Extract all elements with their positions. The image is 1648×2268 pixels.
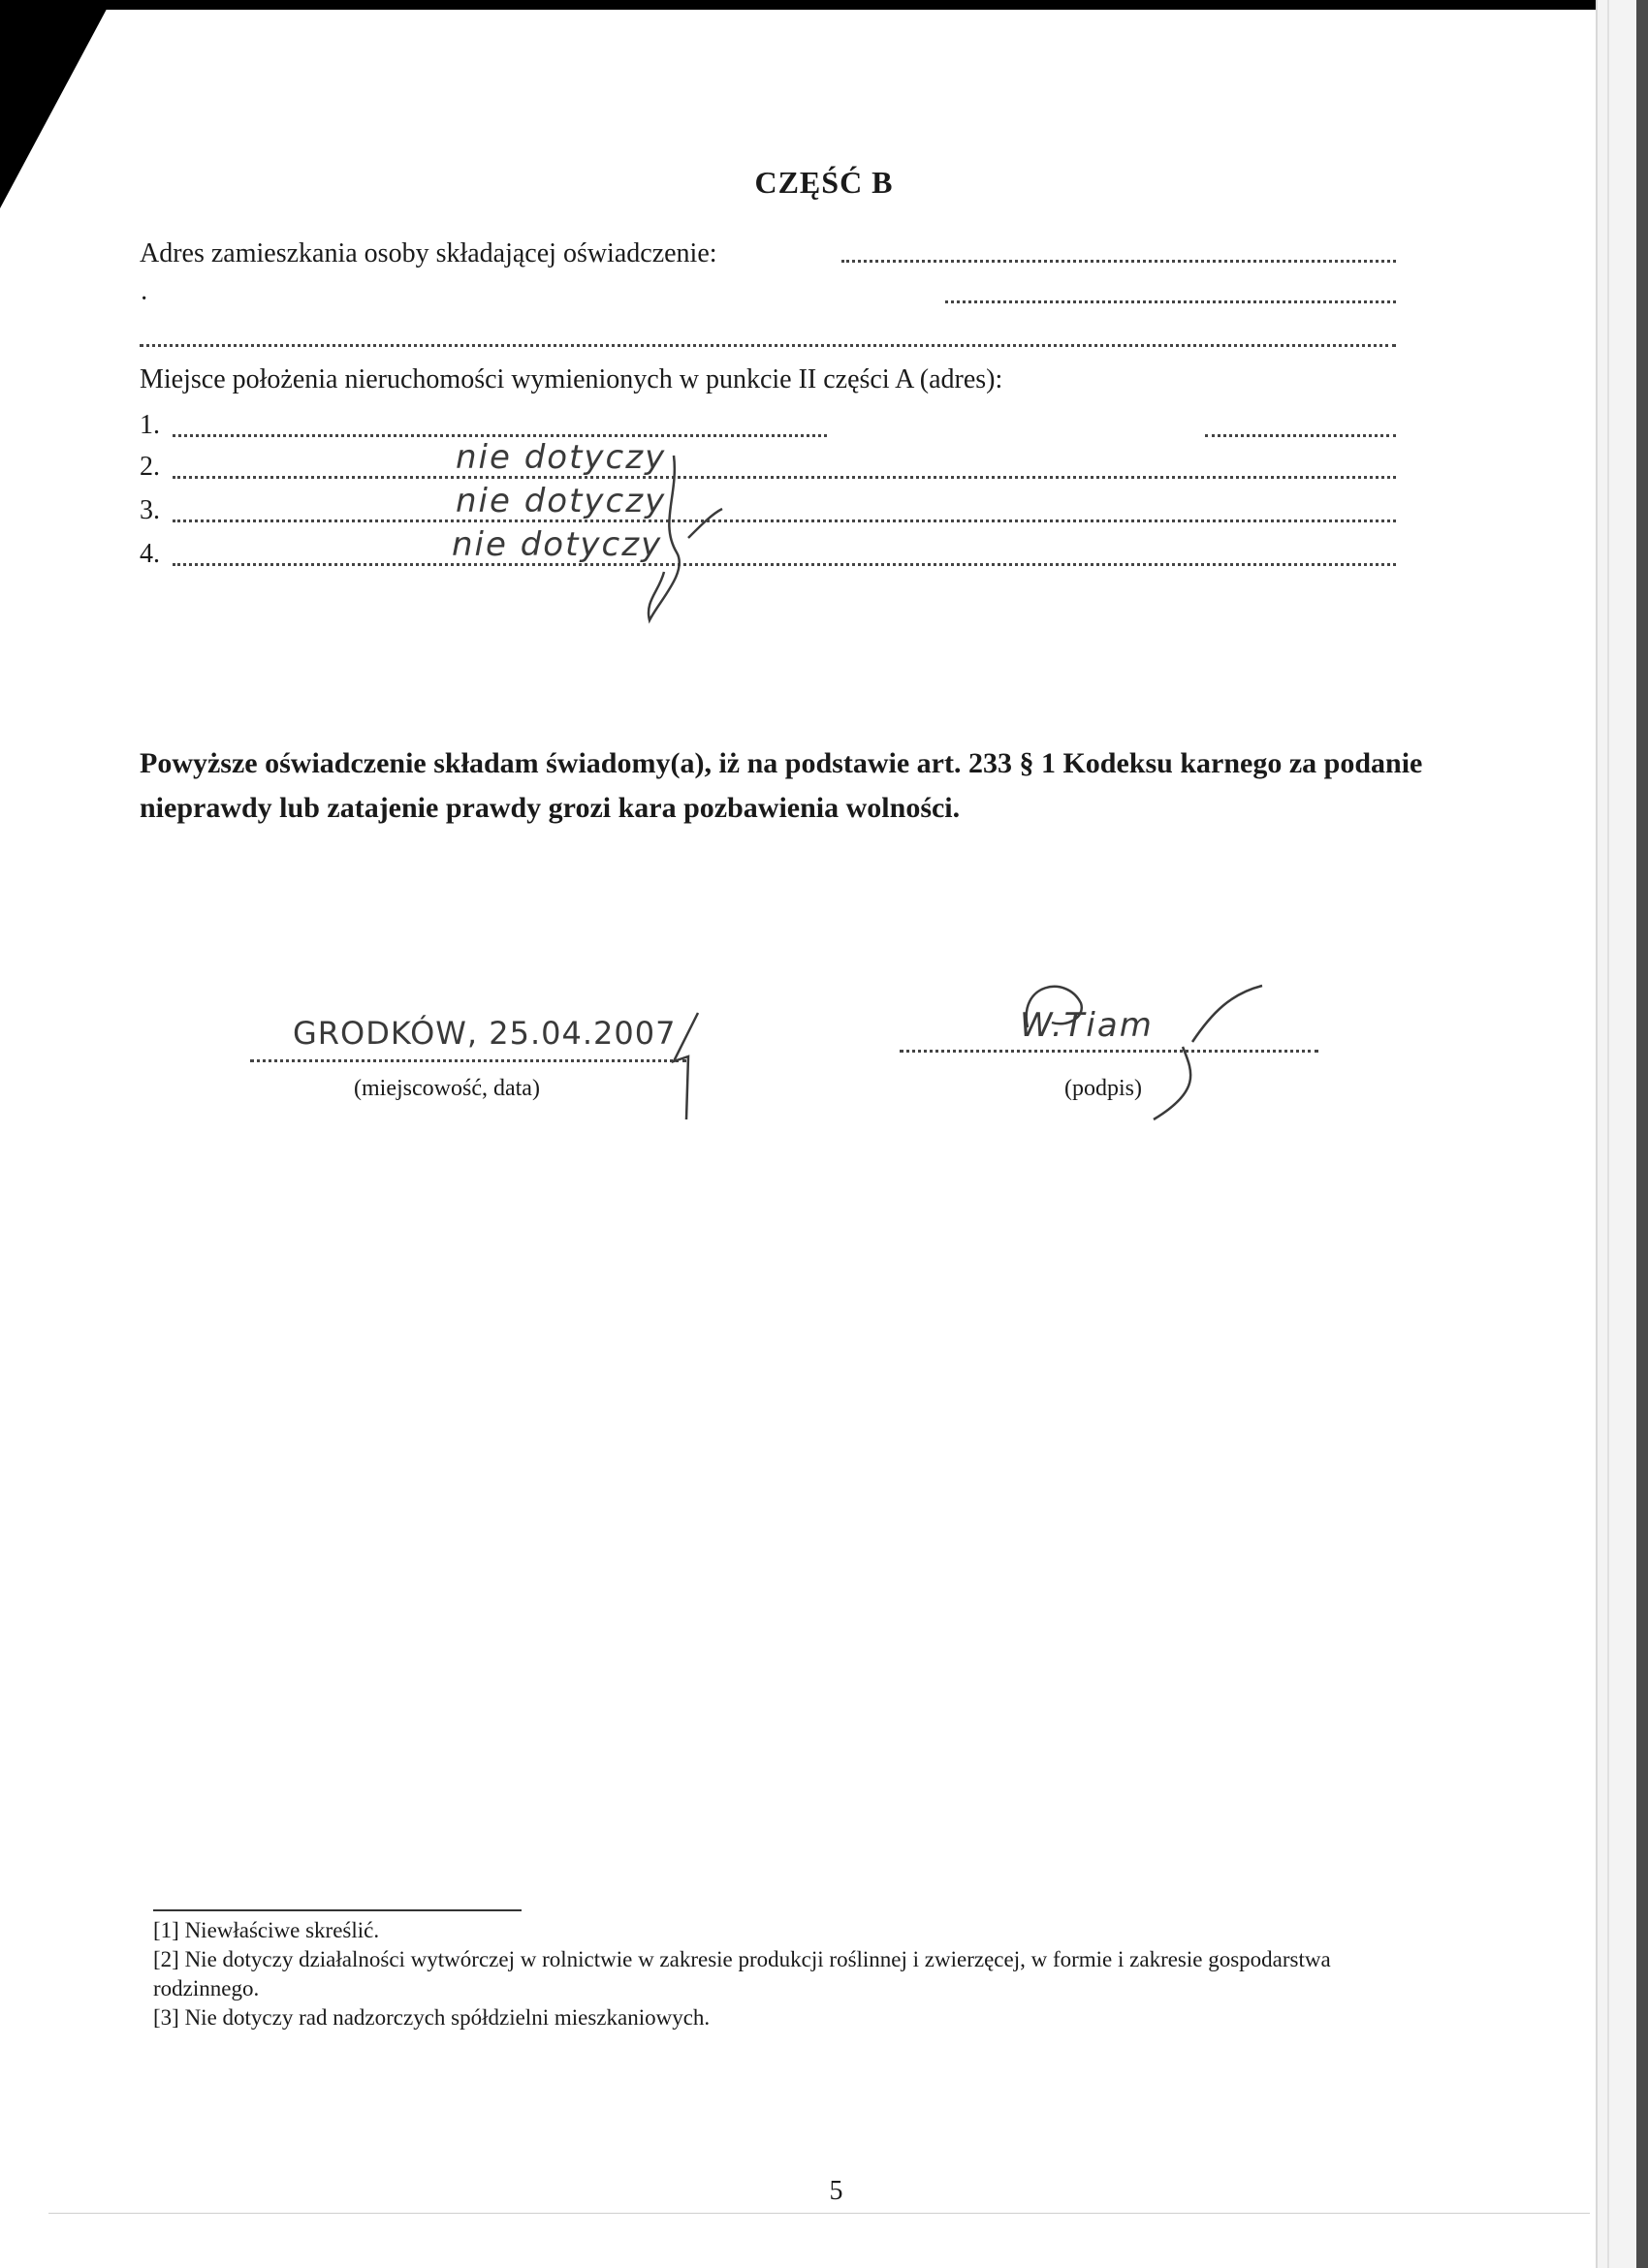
stray-dot: · xyxy=(140,284,149,314)
section-title: CZĘŚĆ B xyxy=(754,165,894,200)
address-fill-line-3 xyxy=(140,344,1396,347)
property-label: Miejsce położenia nieruchomości wymienionych w punkcie II części A (adres): xyxy=(140,364,1003,394)
footnote: [3] Nie dotyczy rad nadzorczych spółdzielni mieszkaniowych. xyxy=(153,2005,711,2030)
footnote: [2] Nie dotyczy działalności wytwórczej w rolnictwie w zakresie produkcji roślinnej i zwierzęcej, w formie i zakresie gospodarstwa rodzinnego. xyxy=(153,1947,1331,2000)
scan-border-top xyxy=(0,0,1648,10)
item-number: 4. xyxy=(140,539,160,569)
item-number: 1. xyxy=(140,410,160,440)
signature-caption: (podpis) xyxy=(1064,1076,1142,1101)
item-fill-line xyxy=(173,476,1396,479)
place-date-line xyxy=(250,1059,686,1062)
scan-paper-edge xyxy=(1596,0,1636,2268)
place-date-caption: (miejscowość, data) xyxy=(354,1076,540,1101)
item-fill-line xyxy=(173,434,827,437)
signature-handwritten: W.Tiam xyxy=(1020,1006,1154,1045)
item-number: 3. xyxy=(140,495,160,525)
handwritten-stroke xyxy=(620,456,737,630)
item-fill-line xyxy=(1205,434,1396,437)
scan-border-right xyxy=(1636,0,1648,2268)
legal-warning: Powyższe oświadczenie składam świadomy(a), iż na podstawie art. 233 § 1 Kodeksu karnego za podanie nieprawdy lub zatajenie prawdy grozi kara pozbawienia wolności. xyxy=(140,747,1423,824)
handwritten-stroke xyxy=(659,1008,708,1124)
footnotes xyxy=(153,1916,1365,2032)
page-number: 5 xyxy=(829,2176,843,2206)
item-fill-line xyxy=(173,563,1396,566)
item-number: 2. xyxy=(140,452,160,482)
footnote-rule xyxy=(153,1909,522,1911)
item-handwritten: nie dotyczy xyxy=(456,438,667,477)
address-label: Adres zamieszkania osoby składającej oświadczenie: xyxy=(140,238,717,268)
item-handwritten: nie dotyczy xyxy=(452,525,663,564)
item-fill-line xyxy=(173,520,1396,522)
address-fill-line-2 xyxy=(945,300,1396,303)
footnote: [1] Niewłaściwe skreślić. xyxy=(153,1918,380,1942)
place-date-handwritten: GRODKÓW, 25.04.2007 xyxy=(293,1015,677,1052)
item-handwritten: nie dotyczy xyxy=(456,482,667,520)
signature-flourish xyxy=(1008,974,1270,1129)
address-fill-line-1 xyxy=(841,260,1396,263)
scan-bottom-line xyxy=(48,2213,1590,2214)
